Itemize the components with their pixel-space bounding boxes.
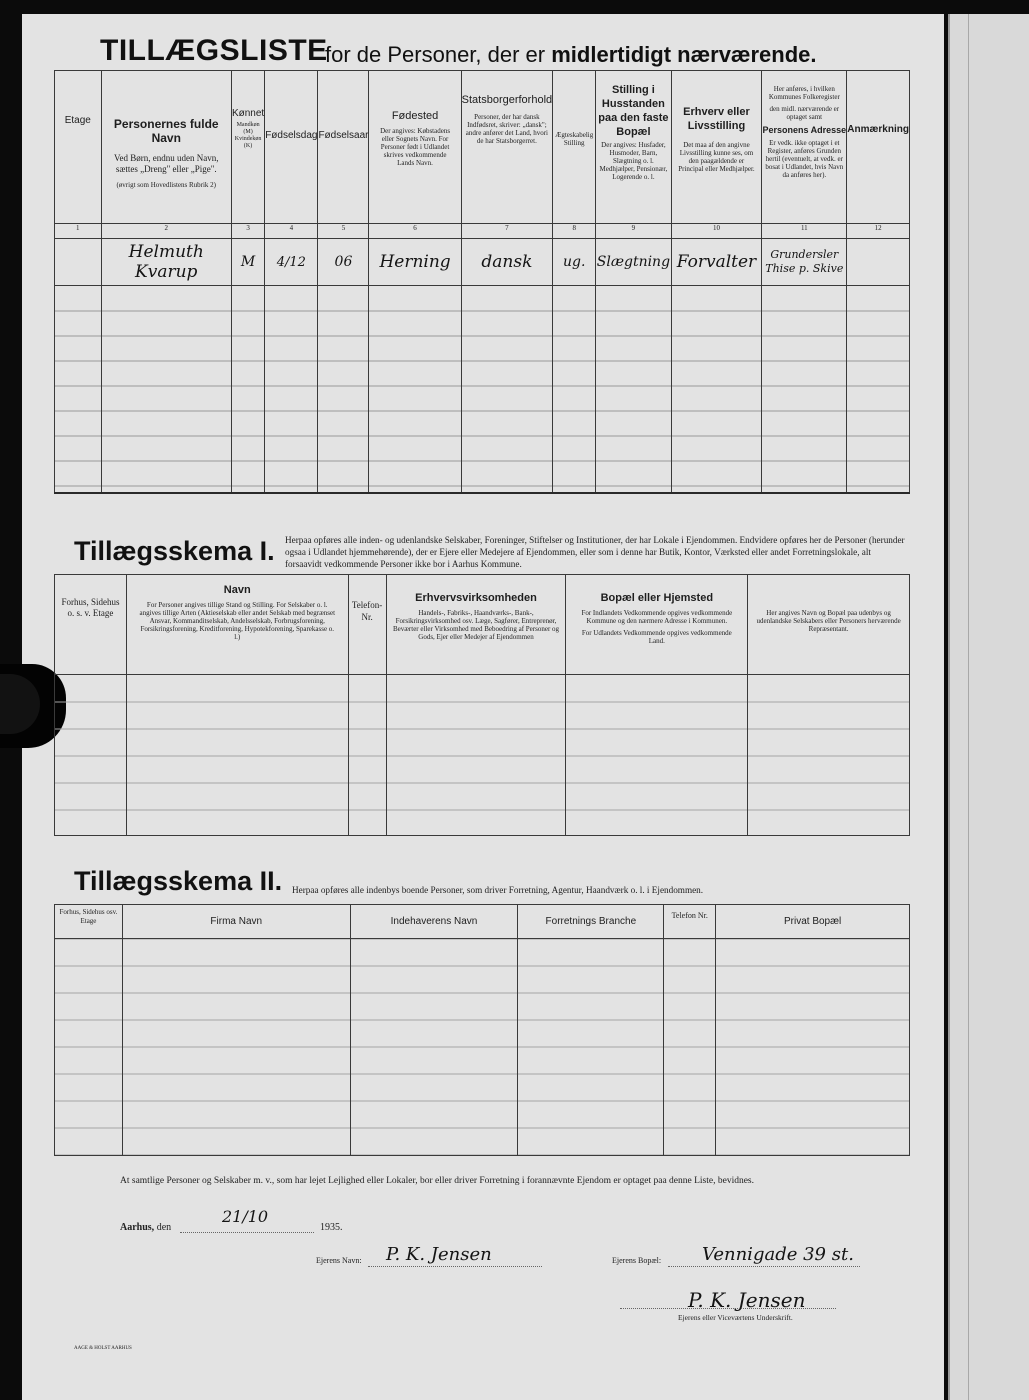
table-row [55, 239, 910, 286]
certification-statement: At samtlige Personer og Selskaber m. v., som har lejet Lejlighed eller Lokaler, bor eller driver Forretning i forannævnte Ejendom er optaget paa denne Liste, bevidnes. [120, 1176, 754, 1186]
owner-address-label: Ejerens Bopæl: [612, 1256, 662, 1265]
skema1-intro: Herpaa opføres alle inden- og udenlandske Selskaber, Foreninger, Stiftelser og Institutioner, der har Lokale i Ejendommen. Endvidere opføres her de Personer (herunder ogsaa i Udlandet hjemmehørende), der er Ejere eller Medejere af Ejendommen, eller som i denne har Butik, Kontor, Værksted eller andet Forretningslokale, alt forsaavidt vedkommende Personer ikke bor i Aarhus Kommune. [285, 535, 905, 569]
skema2-col-home: Privat Bopæl [716, 905, 910, 939]
entry-birthplace: Herning [369, 239, 461, 286]
owner-name: P. K. Jensen [386, 1244, 492, 1265]
owner-name-label: Ejerens Navn: [316, 1256, 362, 1265]
year: 1935. [320, 1222, 343, 1233]
owner-signature: P. K. Jensen [688, 1288, 806, 1312]
col-num: 7 [461, 223, 553, 238]
col-name-header: Personernes fulde Navn Ved Børn, endnu uden Navn, sættes „Dreng" eller „Pige". (øvrigt som Hovedlistens Rubrik 2) [101, 71, 231, 224]
skema2-col-owner: Indehaverens Navn [350, 905, 518, 939]
owner-name-line [368, 1266, 542, 1267]
col-num: 6 [369, 223, 461, 238]
date-line [180, 1232, 314, 1233]
col-num: 8 [553, 223, 596, 238]
col-sex-header: Kønnet Mandkøn (M) Kvindekøn (K) [231, 71, 264, 224]
date-handwritten: 21/10 [222, 1207, 269, 1226]
entry-birthday: 4/12 [265, 239, 318, 286]
entry-citizenship: dansk [461, 239, 553, 286]
col-num: 9 [596, 223, 671, 238]
col-floor-header: Etage [55, 71, 102, 224]
entry-household: Slægtning [596, 239, 671, 286]
col-remark-header: Anmærkning [847, 71, 910, 224]
form-subtitle: for de Personer, der er midlertidigt nærværende. [325, 42, 817, 67]
skema2-col-phone: Telefon Nr. [664, 905, 716, 939]
owner-address: Vennigade 39 st. [702, 1244, 854, 1265]
col-num: 1 [55, 223, 102, 238]
table-row [55, 675, 910, 836]
entry-sex: M [231, 239, 264, 286]
col-marital-header: Ægteskabelig Stilling [553, 71, 596, 224]
entry-marital: ug. [553, 239, 596, 286]
printer-imprint: AAGE & HOLST AARHUS [74, 1346, 132, 1351]
col-household-header: Stilling i Husstanden paa den faste Bopæl Der angives: Husfader, Husmoder, Barn, Slægtning o. l. Medhjælper, Pensionær, Logerende o. l. [596, 71, 671, 224]
col-num: 2 [101, 223, 231, 238]
skema1-col-representative: Her angives Navn og Bopæl paa udenbys og udenlandske Selskabers eller Personers herværende Repræsentant. [748, 575, 910, 675]
supplement-list-table [54, 70, 910, 494]
entry-birthyear: 06 [318, 239, 369, 286]
skema2-col-firm: Firma Navn [122, 905, 350, 939]
col-num: 3 [231, 223, 264, 238]
table-row [55, 939, 910, 1156]
col-citizenship-header: Statsborgerforhold Personer, der har dansk Indfødsret, skriver: „dansk"; andre anfører det Land, hvori de har Statsborgerret. [461, 71, 553, 224]
col-num: 11 [762, 223, 847, 238]
skema2-intro: Herpaa opføres alle indenbys boende Personer, som driver Forretning, Agentur, Haandværk o. l. i Ejendommen. [292, 885, 704, 895]
signature-label: Ejerens eller Viceværtens Underskrift. [678, 1313, 793, 1322]
col-address-header: Her anføres, i hvilken Kommunes Folkeregister den midl. nærværende er optaget samt Personens Adresse Er vedk. ikke optaget i et Register, anføres Grunden hertil (eventuelt, at vedk. er bosat i Udlandet, hvis Navn da anføres her). [762, 71, 847, 224]
skema2-col-branch: Forretnings Branche [518, 905, 664, 939]
skema1-col-home: Bopæl eller Hjemsted For Indlandets Vedkommende opgives vedkommende Kommune og den nærmere Adresse i Kommunen. For Udlandets Vedkommende opgives vedkommende Land. [566, 575, 748, 675]
entry-occupation: Forvalter [671, 239, 762, 286]
skema1-col-phone: Telefon-Nr. [348, 575, 386, 675]
col-num: 10 [671, 223, 762, 238]
adjacent-page-edge [948, 14, 1029, 1400]
skema1-col-floor: Forhus, Sidehus o. s. v. Etage [55, 575, 127, 675]
signature-line [620, 1308, 836, 1309]
col-num: 12 [847, 223, 910, 238]
table-row [55, 286, 910, 493]
col-occupation-header: Erhverv eller Livsstilling Det maa af den angivne Livsstilling kunne ses, om den paagældende er Principal eller Medhjælper. [671, 71, 762, 224]
entry-address: Grundersler Thise p. Skive [762, 239, 847, 286]
col-birthplace-header: Fødested Der angives: Købstadens eller Sognets Navn. For Personer født i Udlandet skrives vedkommende Lands Navn. [369, 71, 461, 224]
skema2-title: Tillægsskema II. [74, 866, 283, 896]
place-date: Aarhus, den [120, 1222, 172, 1233]
col-num: 5 [318, 223, 369, 238]
skema1-col-name: Navn For Personer angives tillige Stand og Stilling. For Selskaber o. l. angives tillige Arten (Aktieselskab eller andet Selskab med begrænset Ansvar, Kommanditselskab, Andelsselskab, Forbrugsforening, Forsikringsforening, Kreditforening, Hypotekforening, Sparekasse o. l.) [126, 575, 348, 675]
skema1-title: Tillægsskema I. [74, 536, 275, 566]
skema1-table [54, 574, 910, 836]
owner-address-line [668, 1266, 860, 1267]
entry-name: Helmuth Kvarup [101, 239, 231, 286]
skema2-table [54, 904, 910, 1156]
skema2-col-floor: Forhus, Sidehus osv. Etage [55, 905, 123, 939]
col-birthyear-header: Fødselsaar [318, 71, 369, 224]
col-num: 4 [265, 223, 318, 238]
skema1-col-business: Erhvervsvirksomheden Handels-, Fabriks-, Haandværks-, Bank-, Forsikringsvirksomhed osv. Læge, Sagfører, Entreprenør, Beværter eller Virksomhed med Beboedring af Personer og Gods, Ejer eller Medejer af Ejendommen [386, 575, 566, 675]
form-title: TILLÆGSLISTE [100, 34, 328, 67]
col-birthday-header: Fødselsdag [265, 71, 318, 224]
